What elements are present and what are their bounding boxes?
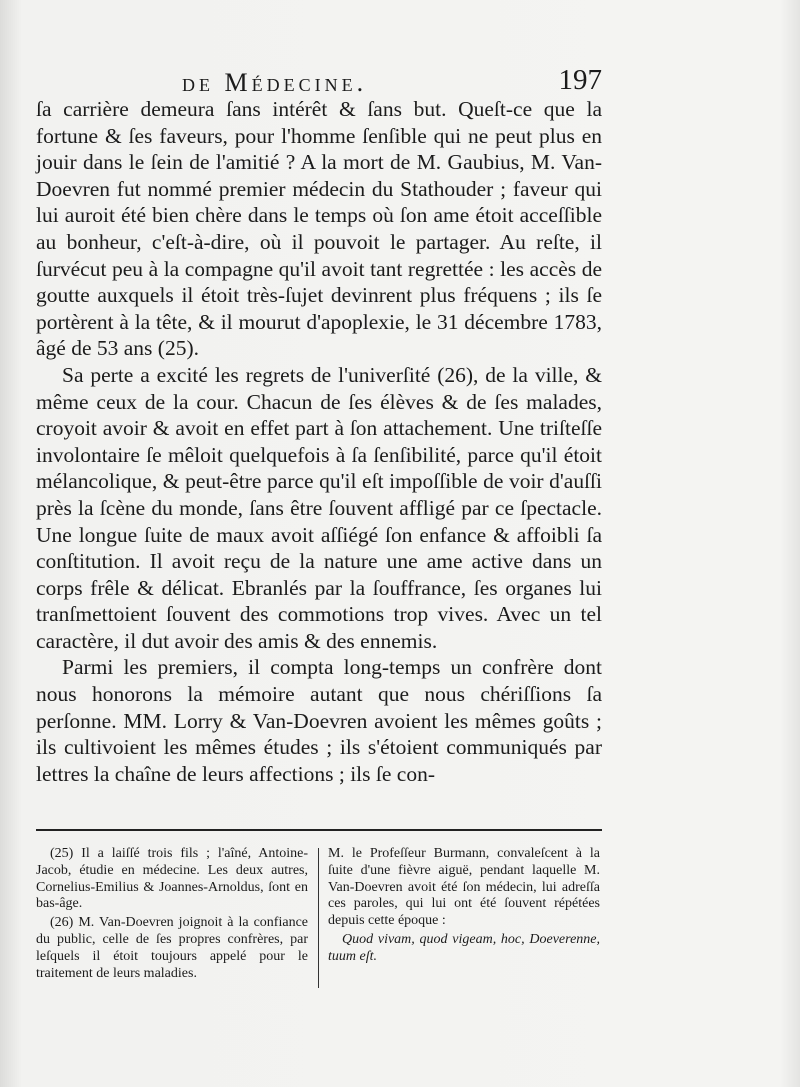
footnotes bbox=[36, 846, 602, 996]
footnote-column-divider bbox=[318, 848, 319, 988]
paragraph-3: Parmi les premiers, il compta long-temps un confrère dont nous honorons la mémoire autant que nous chériſſions ſa perſonne. MM. Lorry & Van-Doevren avoient les mêmes goûts ; ils cultivoient les mêmes études ; ils s'étoient communiqués par lettres la chaîne de leurs affections ; ils ſe con- bbox=[36, 655, 602, 786]
running-title: de Médecine. bbox=[182, 68, 368, 97]
footnotes-right-column bbox=[328, 846, 600, 968]
paragraph-2: Sa perte a excité les regrets de l'univerſité (26), de la ville, & même ceux de la cour. Chacun de ſes élèves & de ſes malades, croyoit avoir & avoit en effet part à ſon attachement. Une triſteſſe involontaire ſe mêloit quelquefois à ſa ſenſibilité, parce qu'il étoit mélancolique, & peut-être parce qu'il eſt impoſſible de voir d'auſſi près la ſcène du monde, ſans être ſouvent affligé par ce ſpectacle. Une longue ſuite de maux avoit aſſiégé ſon enfance & affoibli ſa conſtitution. Il avoit reçu de la nature une ame active dans un corps frêle & délicat. Ebranlés par la ſouffrance, ſes organes lui tranſmettoient ſouvent des commotions trop vives. Avec un tel caractère, il dut avoir des amis & des ennemis. bbox=[36, 362, 602, 653]
footnote-26: (26) M. Van-Doevren joignoit à la confiance du public, celle de ſes propres confrères, par leſquels il étoit toujours appelé pour le traitement de leurs maladies. bbox=[36, 915, 308, 981]
page-header bbox=[36, 62, 602, 98]
latin-quote: Quod vivam, quod vigeam, hoc, Doeverenne, tuum eſt. bbox=[328, 931, 600, 964]
footnote-25: (25) Il a laiſſé trois fils ; l'aîné, Antoine-Jacob, étudie en médecine. Les deux autres, Cornelius-Emilius & Joannes-Arnoldus, ſont en bas-âge. bbox=[36, 846, 308, 912]
footnote-separator bbox=[36, 829, 602, 831]
footnotes-left-column bbox=[36, 846, 308, 984]
paragraph-1: ſa carrière demeura ſans intérêt & ſans but. Queſt-ce que la fortune & ſes faveurs, pour l'homme ſenſible qui ne peut plus en jouir dans le ſein de l'amitié ? A la mort de M. Gaubius, M. Van-Doevren fut nommé premier médecin du Stathouder ; faveur qui lui auroit été bien chère dans le temps où ſon ame étoit acceſſible au bonheur, c'eſt-à-dire, où il pouvoit le partager. Au reſte, il ſurvécut peu à la compagne qu'il avoit tant regrettée : les accès de goutte auxquels il étoit très-ſujet devinrent plus fréquens ; ils ſe portèrent à la tête, & il mourut d'apoplexie, le 31 décembre 1783, âgé de 53 ans (25). bbox=[36, 97, 602, 361]
main-text bbox=[36, 96, 602, 787]
page-number: 197 bbox=[558, 64, 602, 96]
footnote-26-continued: M. le Profeſſeur Burmann, convaleſcent à la ſuite d'une fièvre aiguë, pendant laquelle M. Van-Doevren avoit été ſon médecin, lui adreſſa ces paroles, qui lui ont été ſouvent répétées depuis cette époque : bbox=[328, 846, 600, 929]
